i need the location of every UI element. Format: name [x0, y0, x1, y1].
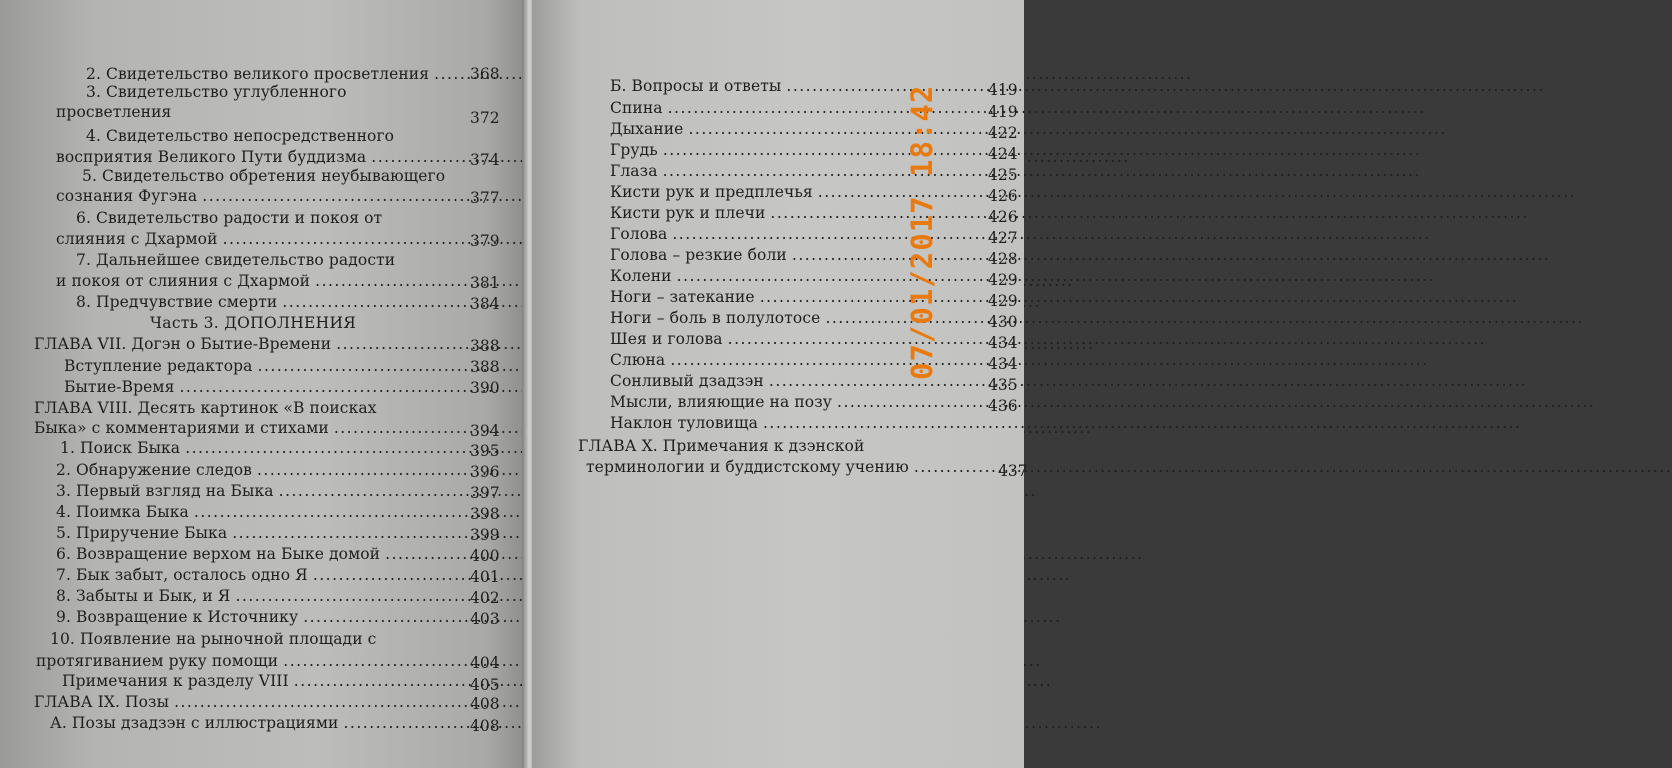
page-number: 397: [470, 484, 500, 502]
page-number: 429: [988, 271, 1018, 289]
page-number: 374: [470, 151, 500, 169]
toc-entry: Б. Вопросы и ответы .....: [610, 76, 1012, 96]
toc-entry: сознания Фугэна .....: [56, 186, 430, 206]
page-number: 388: [470, 337, 500, 355]
toc-entry: протягиванием руку помощи .....: [36, 651, 407, 671]
toc-entry: Голова .....: [610, 224, 970, 244]
toc-entry: А. Позы дзадзэн с иллюстрациями .....: [50, 713, 443, 733]
toc-entry: Сонливый дзадзэн .....: [610, 371, 969, 391]
toc-entry: 1. Поиск Быка .....: [60, 438, 467, 458]
page-number: 379: [470, 232, 500, 250]
section-heading: Часть 3. ДОПОЛНЕНИЯ: [150, 314, 357, 332]
toc-entry: Кисти рук и предплечья .....: [610, 182, 948, 202]
page-number: 426: [988, 208, 1018, 226]
toc-entry: 2. Обнаружение следов .....: [56, 460, 447, 480]
toc-entry: слияния с Дхармой .....: [56, 229, 443, 249]
page-number: 408: [470, 717, 500, 735]
toc-entry: Грудь .....: [610, 140, 963, 160]
toc-entry: Колени .....: [610, 266, 973, 286]
toc-entry: Примечания к разделу VIII .....: [62, 671, 444, 691]
chapter-entry: Быка» с комментариями и стихами .....: [34, 418, 418, 438]
page-number: 424: [988, 145, 1018, 163]
page-number: 396: [470, 463, 500, 481]
toc-entry: Слюна .....: [610, 350, 970, 370]
page-number: 372: [470, 109, 500, 127]
toc-entry: 7. Дальнейшее свидетельство радости: [76, 251, 396, 269]
page-number: 400: [470, 547, 500, 565]
toc-entry: Глаза .....: [610, 161, 963, 181]
page-number: 429: [988, 292, 1018, 310]
page-number: 384: [470, 295, 500, 313]
page-number: 394: [470, 422, 500, 440]
toc-entry: просветления: [56, 103, 172, 121]
page-number: 437: [998, 462, 1028, 480]
page-number: 368: [470, 65, 500, 83]
page-number: 390: [470, 379, 500, 397]
chapter-entry: ГЛАВА IX. Позы .....: [34, 692, 456, 712]
page-number: 402: [470, 589, 500, 607]
toc-entry: 7. Бык забыт, осталось одно Я .....: [56, 565, 423, 585]
toc-entry: 3. Первый взгляд на Быка .....: [56, 481, 425, 501]
page-number: 408: [470, 695, 500, 713]
page-number: 398: [470, 505, 500, 523]
toc-entry: 6. Свидетельство радости и покоя от: [76, 209, 383, 227]
page-number: 405: [470, 676, 500, 694]
page-number: 425: [988, 166, 1018, 184]
page-number: 422: [988, 124, 1018, 142]
page-number: 435: [988, 376, 1018, 394]
page-number: 428: [988, 250, 1018, 268]
page-number: 388: [470, 358, 500, 376]
page-number: 434: [988, 355, 1018, 373]
toc-entry: восприятия Великого Пути буддизма .....: [56, 147, 451, 167]
toc-entry: 4. Поимка Быка .....: [56, 502, 470, 522]
toc-entry: 5. Свидетельство обретения неубывающего: [82, 167, 446, 185]
page-number: 434: [988, 334, 1018, 352]
toc-entry: 8. Забыты и Бык, и Я .....: [56, 586, 445, 606]
page-number: 401: [470, 568, 500, 586]
page-number: 381: [470, 274, 500, 292]
toc-entry: Наклон туловища .....: [610, 413, 943, 433]
toc-entry: Бытие-Время .....: [64, 377, 440, 397]
page-number: 426: [988, 187, 1018, 205]
toc-entry: 10. Появление на рыночной площади с: [50, 630, 377, 648]
toc-entry: Вступление редактора .....: [64, 356, 414, 376]
page-number: 399: [470, 526, 500, 544]
page-number: 377: [470, 189, 500, 207]
camera-date-stamp: [905, 330, 1205, 380]
toc-entry: 2. Свидетельство великого просветления .....: [86, 64, 472, 84]
toc-entry: Голова – резкие боли .....: [610, 245, 960, 265]
toc-entry: 6. Возвращение верхом на Быке домой .....: [56, 544, 425, 564]
toc-entry: 8. Предчувствие смерти .....: [76, 292, 442, 312]
toc-entry: Кисти рук и плечи .....: [610, 203, 938, 223]
toc-entry: 4. Свидетельство непосредственного: [86, 127, 395, 145]
page-number: 395: [470, 442, 500, 460]
toc-entry: Ноги – затекание .....: [610, 287, 974, 307]
toc-entry: Дыхание .....: [610, 119, 955, 139]
page-number: 436: [988, 397, 1018, 415]
chapter-entry: терминологии и буддистскому учению .....: [586, 457, 988, 477]
toc-entry: Шея и голова .....: [610, 329, 974, 349]
page-number: 403: [470, 610, 500, 628]
toc-entry: 9. Возвращение к Источнику .....: [56, 607, 453, 627]
chapter-entry: ГЛАВА X. Примечания к дзэнской: [578, 437, 865, 455]
toc-entry: Мысли, влияющие на позу .....: [610, 392, 959, 412]
left-page: [0, 0, 528, 768]
toc-entry: Ноги – боль в полулотосе .....: [610, 308, 961, 328]
toc-entry: Спина .....: [610, 98, 978, 118]
chapter-entry: ГЛАВА VII. Догэн о Бытие-Времени .....: [34, 334, 422, 354]
chapter-entry: ГЛАВА VIII. Десять картинок «В поисках: [34, 399, 377, 417]
right-page: [532, 0, 1028, 768]
page-number: 404: [470, 654, 500, 672]
toc-entry: 3. Свидетельство углубленного: [86, 83, 347, 101]
page-number: 427: [988, 229, 1018, 247]
toc-entry: и покоя от слияния с Дхармой .....: [56, 271, 437, 291]
page-number: 430: [988, 313, 1018, 331]
page-number: 419: [988, 103, 1018, 121]
page-number: 419: [988, 81, 1018, 99]
toc-entry: 5. Приручение Быка .....: [56, 523, 458, 543]
